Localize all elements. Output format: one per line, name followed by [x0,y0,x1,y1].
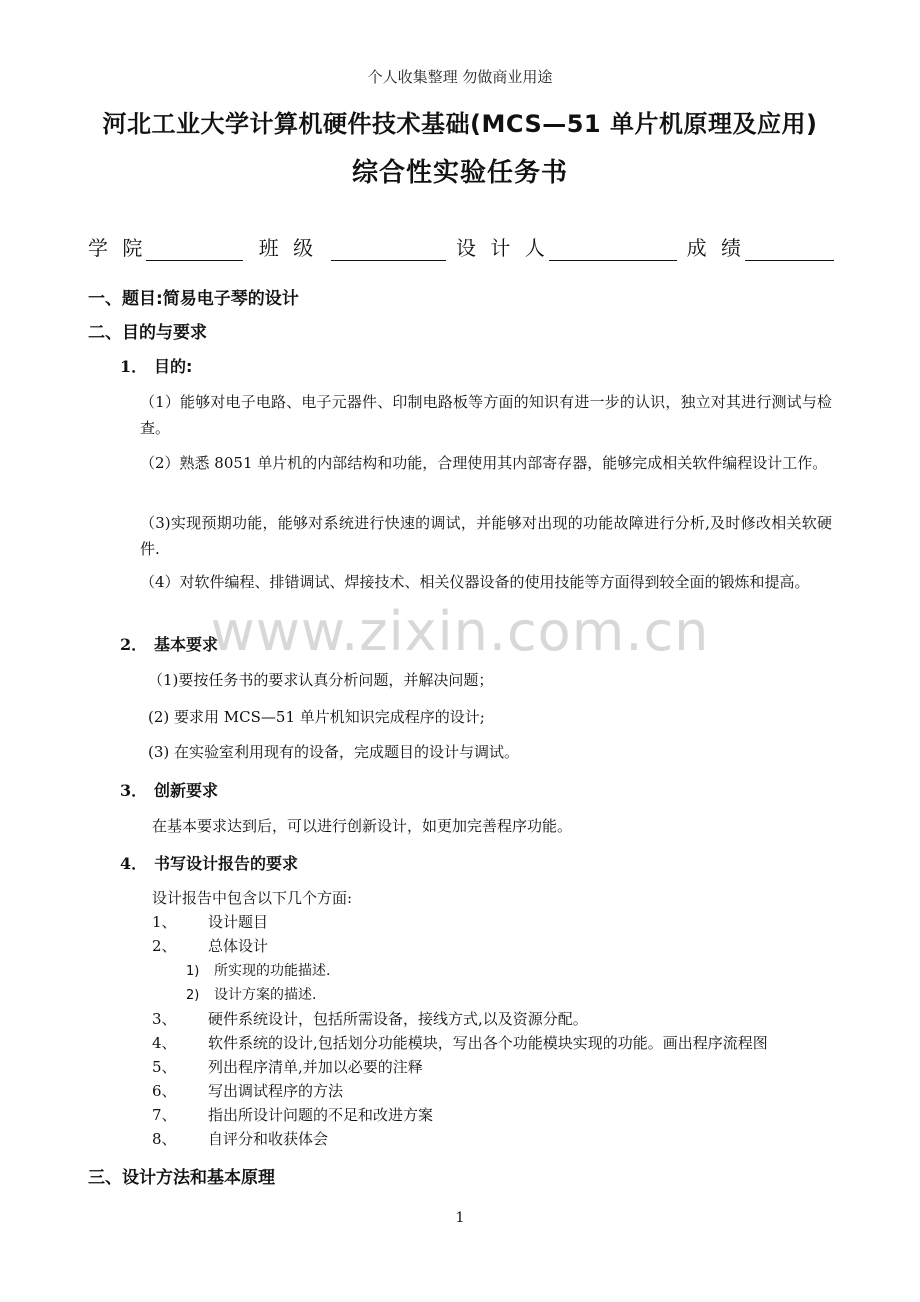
grade-blank [745,238,834,261]
document-subtitle: 综合性实验任务书 [351,158,568,188]
innovation-num: 3． [120,781,148,800]
report-list-item: 6、 写出调试程序的方法 [152,1082,344,1100]
report-sub-item: 2) 设计方案的描述. [186,987,317,1003]
class-label: 班 级 [258,236,318,260]
report-sub-item: 1) 所实现的功能描述. [186,963,331,979]
basic-item: (3) 在实验室利用现有的设备，完成题目的设计与调试。 [148,743,520,761]
designer-blank [549,238,677,261]
innovation-heading [120,778,218,801]
class-blank [331,238,446,261]
section-topic: 一、题目:简易电子琴的设计 [88,289,299,309]
basic-item: (2) 要求用 MCS—51 单片机知识完成程序的设计; [148,708,485,726]
designer-label: 设 计 人 [456,236,549,260]
grade-label: 成 绩 [686,236,746,260]
basic-title: 基本要求： [154,635,235,654]
report-list-item: 4、 软件系统的设计,包括划分功能模块，写出各个功能模块实现的功能。画出程序流程图 [152,1034,768,1052]
purpose-title: 目的: [154,357,193,376]
report-list-item: 7、 指出所设计问题的不足和改进方案 [152,1106,434,1124]
header-note: 个人收集整理 勿做商业用途 [367,68,553,86]
section-goals: 二、目的与要求 [88,323,207,343]
report-list-item: 2、 总体设计 [152,937,269,955]
report-title: 书写设计报告的要求 [154,854,299,873]
report-list-item: 3、 硬件系统设计，包括所需设备，接线方式,以及资源分配。 [152,1010,588,1028]
purpose-heading [120,354,192,377]
report-list-item: 5、 列出程序清单,并加以必要的注释 [152,1058,423,1076]
page-number: 1 [455,1210,465,1226]
info-fields-row [88,232,834,261]
report-heading [120,851,298,874]
purpose-item: （2）熟悉 8051 单片机的内部结构和功能，合理使用其内部寄存器，能够完成相关软件编程设计工作。 [140,454,828,472]
purpose-num: 1． [120,357,148,376]
college-label: 学 院 [88,236,147,260]
innovation-text: 在基本要求达到后，可以进行创新设计，如更加完善程序功能。 [152,817,573,835]
innovation-title: 创新要求 [154,781,219,800]
document-title: 河北工业大学计算机硬件技术基础(MCS—51 单片机原理及应用) [102,110,818,138]
basic-item: （1)要按任务书的要求认真分析问题，并解决问题； [148,671,494,689]
purpose-item: （3)实现预期功能，能够对系统进行快速的调试，并能够对出现的功能故障进行分析,及时修改相关软硬件. [140,514,832,558]
purpose-item: （1）能够对电子电路、电子元器件、印制电路板等方面的知识有进一步的认识，独立对其进行测试与检查。 [140,393,832,437]
report-num: 4． [120,854,148,873]
report-list-item: 8、 自评分和收获体会 [152,1130,329,1148]
report-list-item: 1、 设计题目 [152,913,269,931]
section-method: 三、设计方法和基本原理 [88,1168,275,1188]
purpose-item: （4）对软件编程、排错调试、焊接技术、相关仪器设备的使用技能等方面得到较全面的锻炼和提高。 [140,573,810,591]
report-intro: 设计报告中包含以下几个方面: [152,889,353,907]
basic-num: 2． [120,635,148,654]
college-blank [146,238,242,261]
watermark-text: www.zixin.com.cn [210,600,710,663]
